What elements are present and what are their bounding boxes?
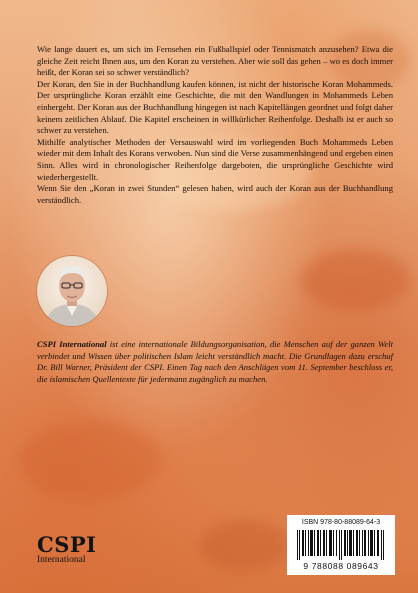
organization-description: ist eine internationale Bildungsorganisation, die Menschen auf der ganzen Welt verbindet und Wissen über politischen Islam leicht verständlich macht. Die Grundlagen dazu erschuf Dr. Bill Warner, Präsident der CSPI. Einen Tag nach den Anschlägen vom 11. September beschloss er, die islamischen Quellentexte für jedermann zugänglich zu machen. [37, 339, 393, 384]
organization-bio [37, 339, 393, 385]
description-paragraph: Wie lange dauert es, um sich im Fernsehen ein Fußballspiel oder Tennismatch anzusehen? Etwa die gleiche Zeit reicht Ihnen aus, um den Koran zu verstehen. Aber wie soll das gehen – wo es doch immer heißt, der Koran sei so schwer verständlich? [37, 44, 393, 78]
publisher-logo [37, 534, 117, 566]
barcode-number: 9 788088 089643 [303, 561, 379, 571]
description-paragraph: Mithilfe analytischer Methoden der Versauswahl wird im vorliegenden Buch Mohammeds Leben wieder mit dem Inhalt des Korans verwoben. Nun sind die Verse zusammenhängend und ergeben einen Sinn. Alles wird in chronologischer Reihenfolge dargeboten, die ursprüngliche Geschichte wird wiederhergestellt. [37, 136, 393, 182]
description-paragraph: Der Koran, den Sie in der Buchhandlung kaufen können, ist nicht der historische Koran Mohammeds. Der ursprüngliche Koran erzählt eine Geschichte, die mit den Wandlungen in Mohammeds Leben einhergeht. Der Koran aus der Buchhandlung hingegen ist nach Kapitellängen geordnet und folgt daher keinem zeitlichen Ablauf. Die Kapitel erscheinen in willkürlicher Reihenfolge. Deshalb ist er auch so schwer zu verstehen. [37, 78, 393, 136]
organization-name: CSPI International [37, 339, 107, 349]
barcode-icon [296, 530, 386, 560]
background-texture [300, 250, 410, 310]
description-paragraph: Wenn Sie den „Koran in zwei Stunden“ gelesen haben, wird auch der Koran aus der Buchhandlung verständlich. [37, 183, 393, 205]
book-description [37, 44, 393, 206]
logo-wordmark: CSPI [37, 532, 97, 557]
barcode-panel [287, 515, 395, 575]
background-texture [20, 420, 160, 500]
background-texture [200, 520, 290, 570]
isbn-label: ISBN 978-80-88089-64-3 [301, 519, 381, 526]
author-portrait [37, 256, 107, 326]
logo-subtitle: International [37, 555, 86, 565]
author-portrait-icon [37, 256, 107, 326]
